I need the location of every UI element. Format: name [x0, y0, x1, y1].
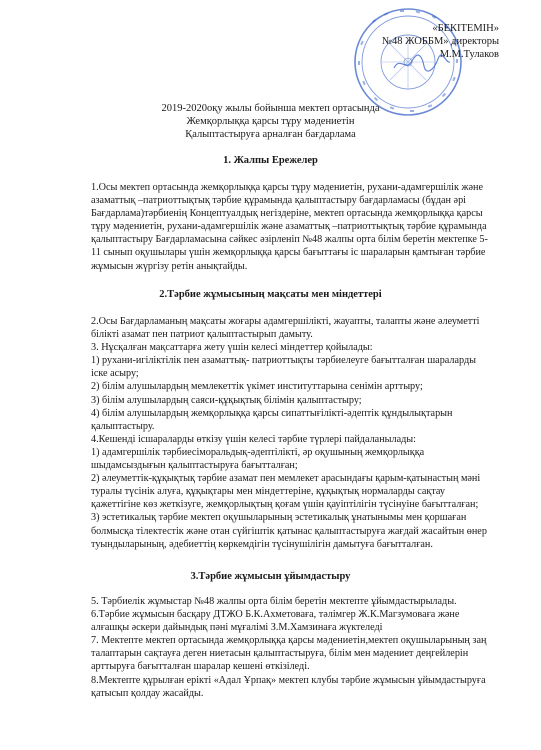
paragraph: 8.Мектепте құрылған ерікті «Адал Ұрпақ» мектеп клубы тәрбие жұмысын ұйымдастыруға қатысып қолдау жасайды.: [91, 674, 486, 699]
section-organization-body: [91, 595, 493, 700]
director-name: М.М.Тулаков: [439, 49, 499, 60]
approval-label: «БЕКІТЕМІН»: [432, 23, 499, 34]
list-item: 1) адамгершілік тәрбиесіморальдық-әдептілікті, әр оқушының жемқорлыққа шыдамсыздығын қалыптастыруға бағытталған;: [91, 446, 425, 472]
section-goals-body: [91, 315, 493, 551]
title-line-1: 2019-2020оқу жылы бойынша мектеп ортасында: [161, 103, 380, 114]
list-item: 3) білім алушылардың саяси-құқықтық білімін қалыптастыру;: [91, 394, 362, 406]
list-item: 2) әлеуметтік-құқықтық тәрбие азамат пен мемлекет арасындағы қарым-қатынастың мәні туралы түсінік алуға, құқықтары мен міндеттеріне, құқықтық нормаларды сақтау қажеттігіне көз жеткізуге, жемқорлықтың қоғам үшін қауіптілігін түсінуіне бағытталған;: [91, 473, 481, 511]
section-heading-organization: 3.Тәрбие жұмысын ұйымдастыру: [190, 571, 351, 582]
director-position: №48 ЖОББМ» директоры: [382, 36, 499, 47]
document-title: [0, 102, 541, 141]
section-heading-general: 1. Жалпы Ережелер: [223, 155, 318, 166]
section-general-body: [91, 181, 493, 273]
list-item: 4) білім алушылардың жемқорлыққа қарсы сипаттығілікті-әдептік құндылықтарын қалыптастыру.: [91, 407, 453, 432]
paragraph: 5. Тәрбиелік жұмыстар №48 жалпы орта білім беретін мектепте ұйымдастырылады.: [91, 596, 457, 607]
section-heading-goals: 2.Тәрбие жұмысының мақсаты мен міндеттері: [159, 289, 382, 300]
approval-block: [382, 22, 499, 61]
paragraph: 7. Мектепте мектеп ортасында жемқорлыққа қарсы мәдениетін,мектеп оқушыларының заң талаптарын сақтауға деген ниетасын қалыптастыруға, білім мен мәдениет деңгейлерін арттыруға бағытталған шаралар кешені өткізіледі.: [91, 635, 487, 673]
paragraph: 3. Нұсқалған мақсаттарға жету үшін келесі міндеттер қойылады:: [91, 342, 373, 354]
list-item: 2) білім алушылардың мемлекеттік үкімет институттарына сенімін арттыру;: [91, 381, 423, 393]
paragraph: 6.Тәрбие жұмысын басқару ДТЖО Б.К.Ахметоваға, тәлімгер Ж.К.Магзумоваға және алғашқы әскери дайындық пәні мұғалімі З.М.Хамзинаға жүктеледі: [91, 609, 460, 634]
title-line-2: Жемқорлыққа қарсы тұру мәдениетін: [186, 116, 355, 127]
list-item: 1) рухани-игіліктілік пен азаматтық- патриоттықты тәрбиелеуге бағытталған шараларды іске асыру;: [91, 355, 476, 380]
paragraph: 4.Кешенді ісшараларды өткізу үшін келесі тәрбие түрлері пайдаланылады:: [91, 433, 416, 445]
list-item: 3) эстетикалық тәрбие мектеп оқушыларының эстетикалық ұнатынымы мен қоршаған болмысқа тілектестік және отан сүйгіштік қатынас қалыптастыруға жағдай жасайтын өнер туындыларының, әдебиеттің көркемдігін түсінушілігін дамытуға бағытталған.: [91, 512, 487, 550]
paragraph: 1.Осы мектеп ортасында жемқорлыққа қарсы тұру мәдениетін, рухани-адамгершілік және азаматтық –патриоттықтық тәрбие құрамында қалыптастыру бағдарламасы (бұдан әрі Бағдарлама)тәрбиенің Концептуалдық негіздеріне, мектеп ортасында жемқорлыққа қарсы тұру мәдениетін, рухани-адамгершілік және азаматтық –патриоттықтық тәрбие құрамында қалыптастыру Бағдарламасына сәйкес әзірленіп №48 жалпы орта білім беретін мектепке 5-11 сынып оқушылары үшін жемқорлыққа қарсы бағыттағы іс шараларын қамтыған тәрбие жұмысын жүргізу ретін анықтайды.: [91, 182, 488, 272]
title-line-3: Қалыптастыруға арналған бағдарлама: [185, 129, 356, 140]
paragraph: 2.Осы Бағдарламаның мақсаты жоғары адамгершілікті, жауапты, талапты және әлеуметті білікті азамат пен патриот қалыптастырып дамыту.: [91, 316, 480, 341]
